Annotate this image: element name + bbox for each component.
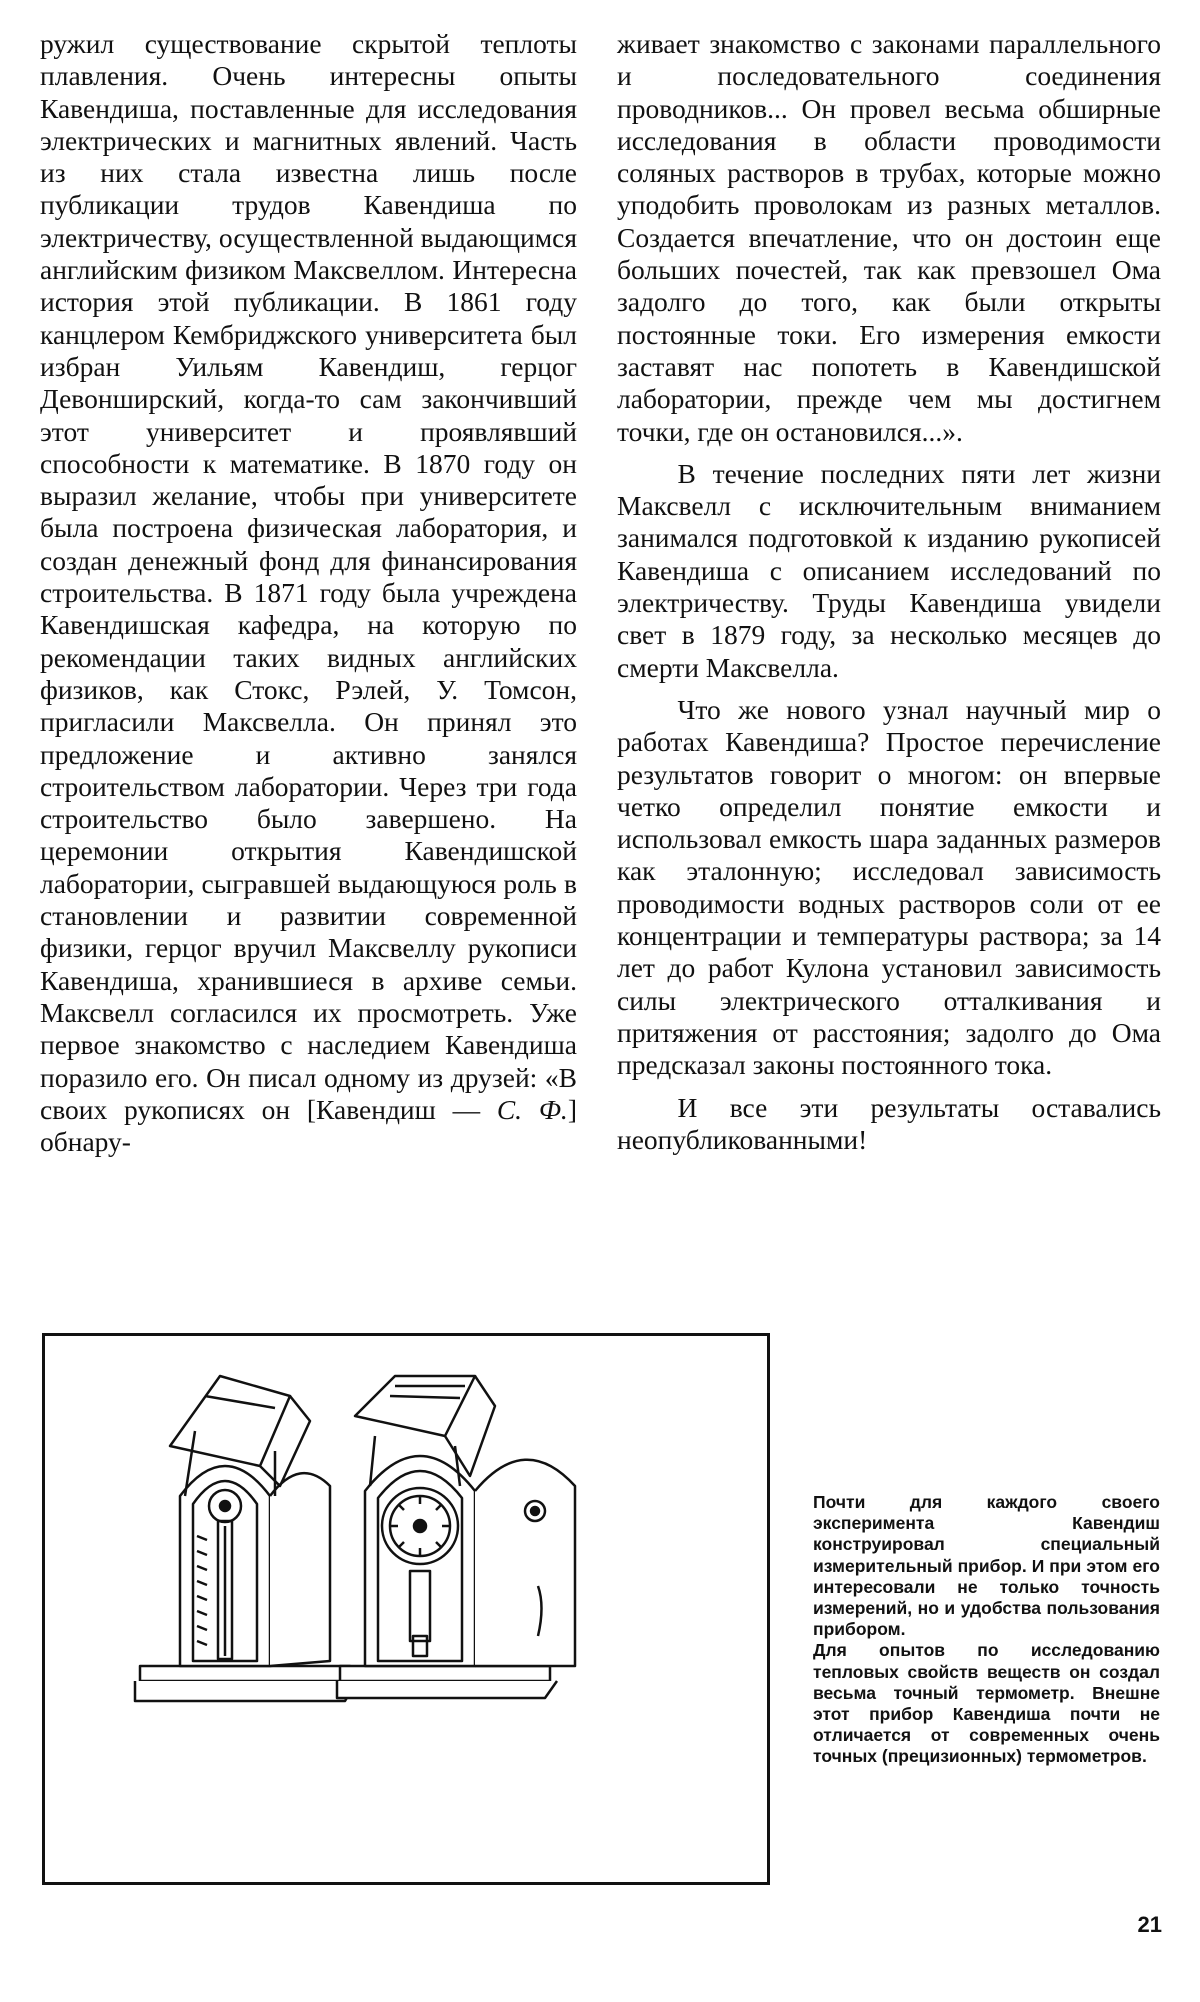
left-text-column (40, 28, 577, 1158)
page-number: 21 (1137, 1912, 1162, 1937)
right-paragraph-4: И все эти результаты оставались неопубликованными! (617, 1091, 1161, 1155)
author-initials: С. Ф. (496, 1093, 568, 1125)
figure-frame (42, 1333, 770, 1885)
left-thermometer-cabinet (135, 1376, 357, 1701)
right-thermometer-cabinet (337, 1376, 575, 1698)
right-paragraph-2: В течение последних пяти лет жизни Максвелл с исключительным вниманием занимался подготовкой к изданию рукописей Кавендиша с описанием исследований по электричеству. Труды Кавендиша увидели свет в 1879 году, за несколько месяцев до смерти Максвелла. (617, 457, 1161, 683)
thermometer-illustration (45, 1336, 767, 1882)
left-paragraph (40, 28, 577, 1158)
right-paragraph-1: живает знакомство с законами параллельного и последовательного соединения проводников... Он провел весьма обширные исследования в области проводимости соляных растворов в трубах, которые можно уподобить проволокам из разных металлов. Создается впечатление, что он достоин еще больших почестей, так как превзошел Ома задолго до того, как были открыты постоянные токи. Его измерения емкости заставят нас попотеть в Кавендишской лаборатории, прежде чем мы достигнем точки, где он остановился...». (617, 28, 1161, 447)
left-paragraph-end: ] обнару- (40, 1093, 577, 1158)
figure-caption (813, 1492, 1160, 1768)
right-paragraph-3: Что же нового узнал научный мир о работах Кавендиша? Простое перечисление результатов говорит о многом: он впервые четко определил понятие емкости и использовал емкость шара заданных размеров как эталонную; исследовал зависимость проводимости водных растворов соли от ее концентрации и температуры раствора; за 14 лет до работ Кулона установил зависимость силы электрического отталкивания и притяжения от расстояния; задолго до Ома предсказал законы постоянного тока. (617, 693, 1161, 1081)
left-paragraph-text: ружил существование скрытой теплоты плавления. Очень интересны опыты Кавендиша, поставленные для исследования электрических и магнитных явлений. Часть из них стала известна лишь после публикации трудов Кавендиша по электричеству, осуществленной выдающимся английским физиком Максвеллом. Интересна история этой публикации. В 1861 году канцлером Кембриджского университета был избран Уильям Кавендиш, герцог Девонширский, когда-то сам закончивший этот университет и проявлявший способности к математике. В 1870 году он выразил желание, чтобы при университете была построена физическая лаборатория, и создан денежный фонд для финансирования строительства. В 1871 году была учреждена Кавендишская кафедра, на которую по рекомендации таких видных английских физиков, как Стокс, Рэлей, У. Томсон, пригласили Максвелла. Он принял это предложение и активно занялся строительством лаборатории. Через три года строительство было завершено. На церемонии открытия Кавендишской лаборатории, сыгравшей выдающуюся роль в становлении и развитии современной физики, герцог вручил Максвеллу рукописи Кавендиша, хранившиеся в архиве семьи. Максвелл согласился их просмотреть. Уже первое знакомство с наследием Кавендиша поразило его. Он писал одному из друзей: «В своих рукописях он [Кавендиш — (40, 28, 577, 1125)
right-text-column (617, 28, 1161, 1156)
caption-paragraph-1: Почти для каждого своего эксперимента Кавендиш конструировал специальный измерительный прибор. И при этом его интересовали не только точность измерений, но и удобства пользования прибором. (813, 1492, 1160, 1640)
caption-paragraph-2: Для опытов по исследованию тепловых свойств веществ он создал весьма точный термометр. Внешне этот прибор Кавендиша почти не отличается от современных очень точных (прецизионных) термометров. (813, 1640, 1160, 1767)
